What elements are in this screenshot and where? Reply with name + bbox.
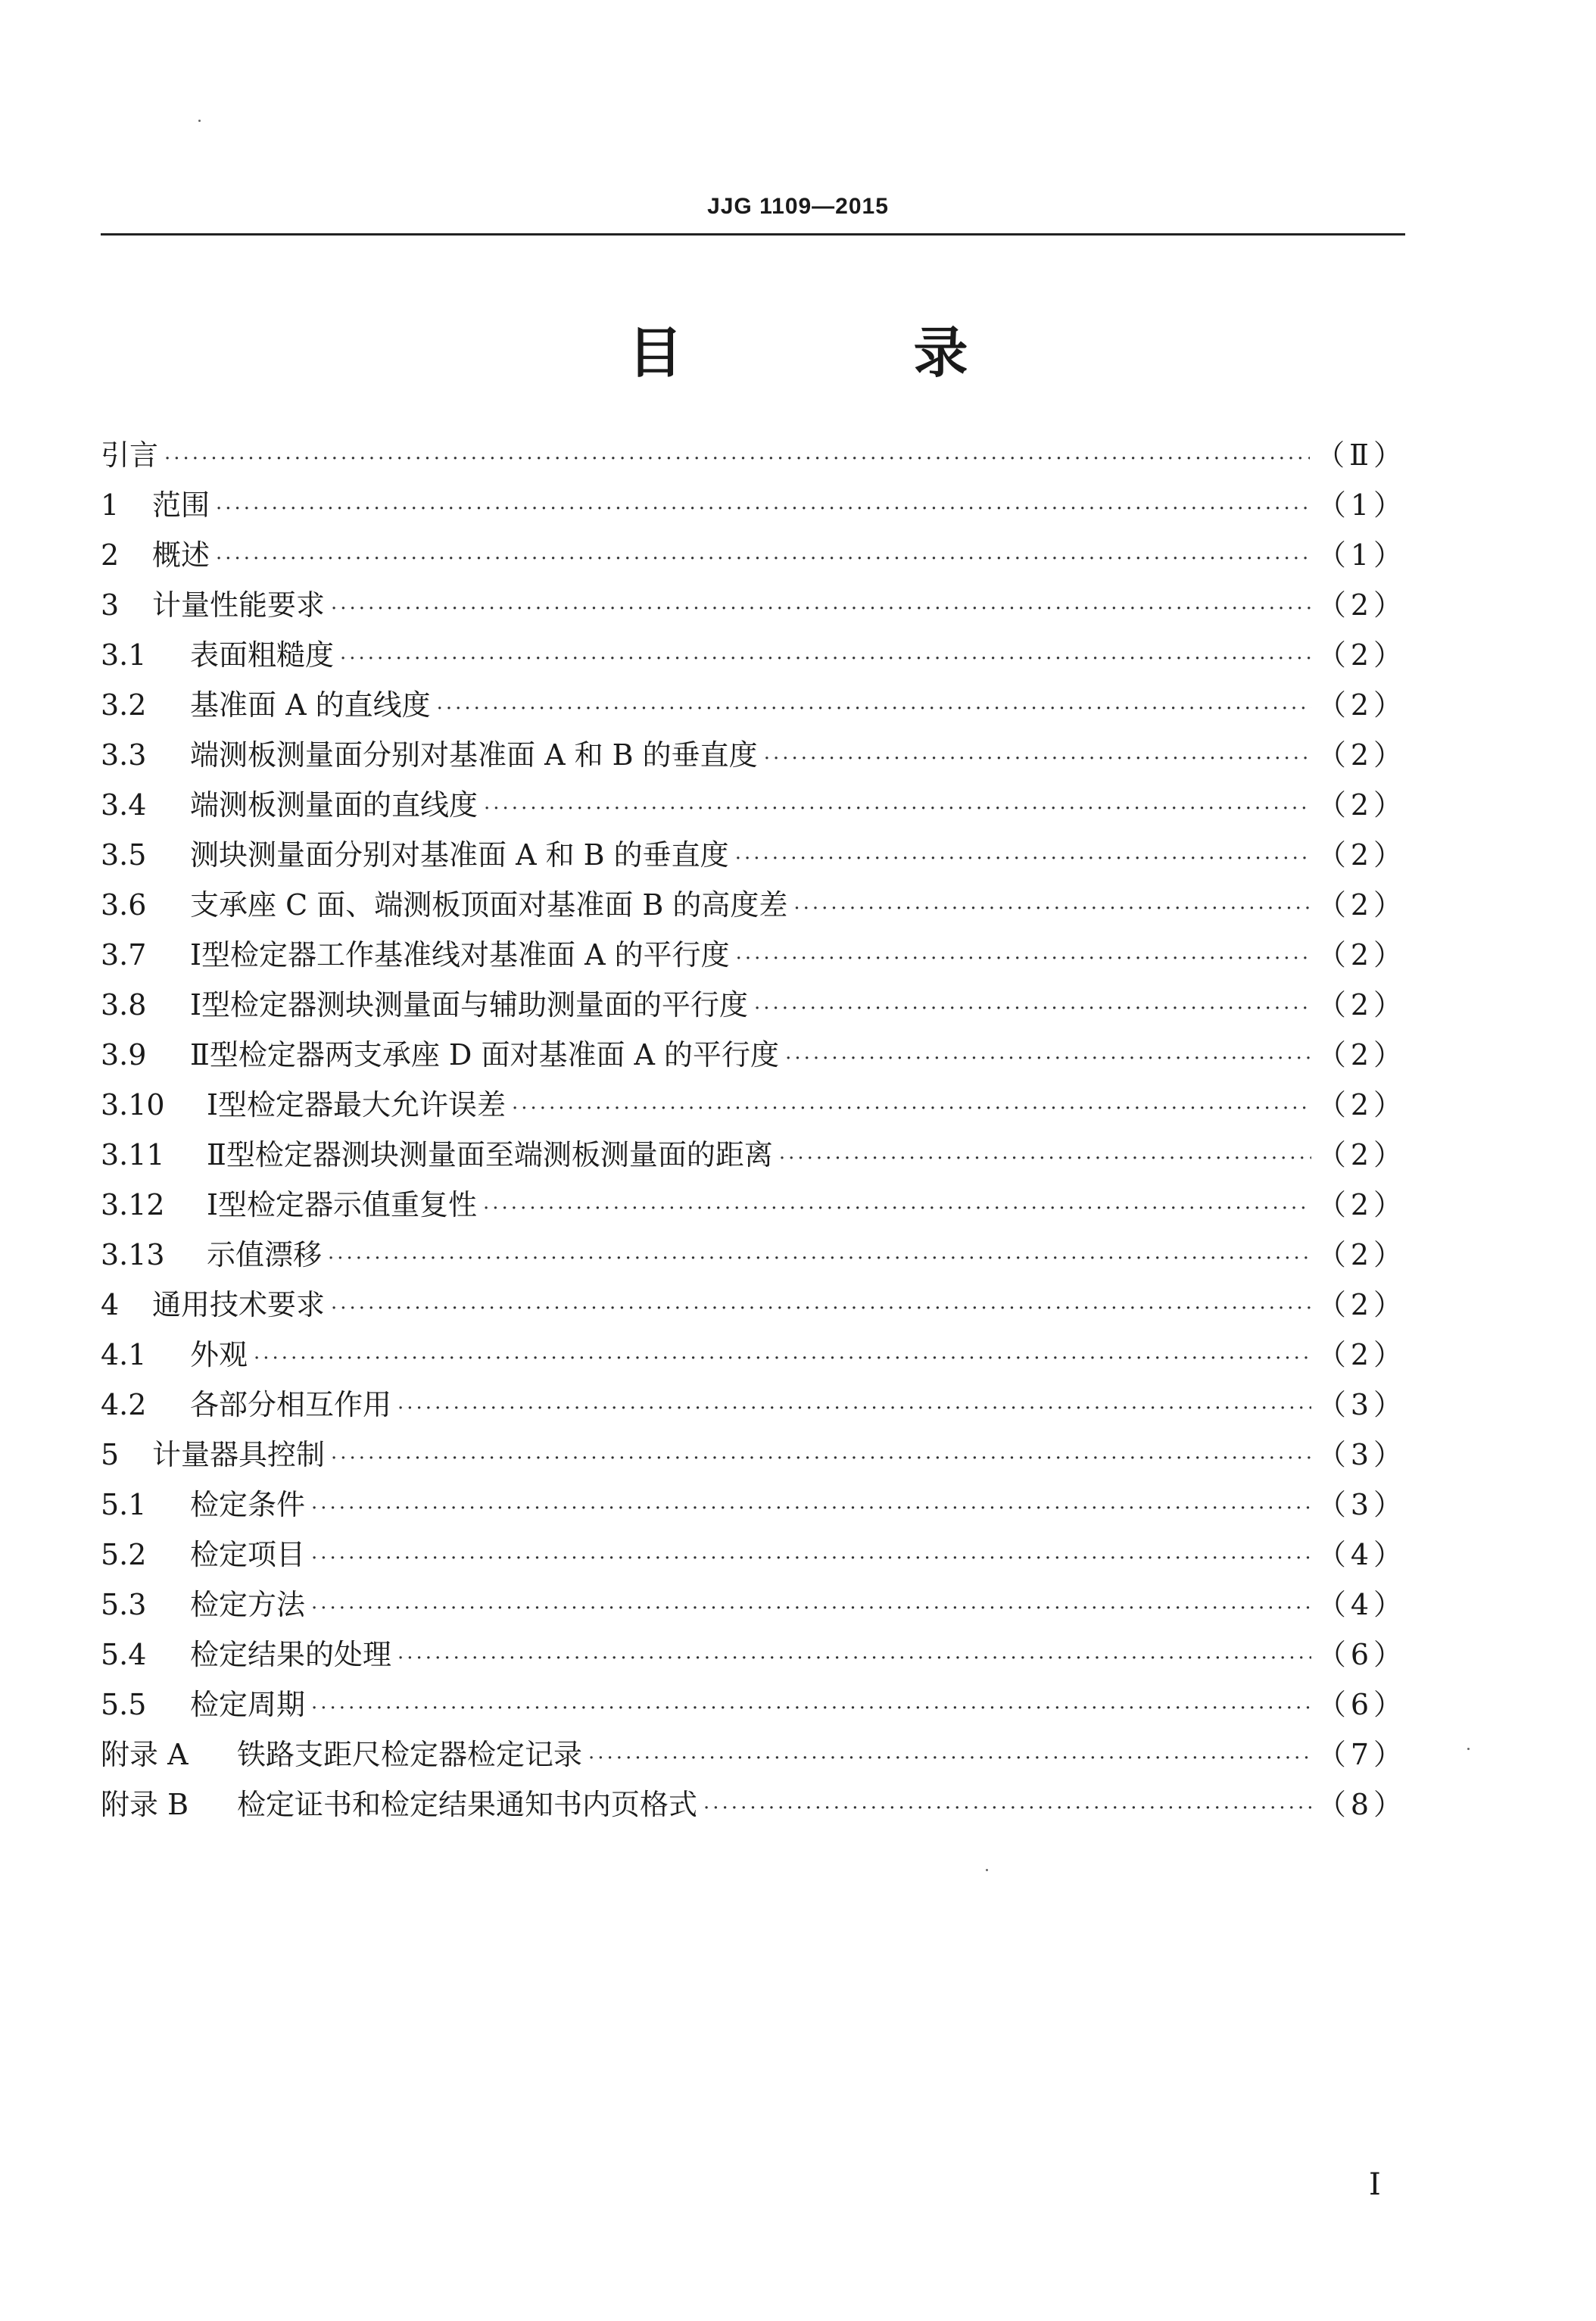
toc-entry-page: （2） [1317,1338,1407,1371]
toc-entry-page: （6） [1317,1688,1407,1721]
toc-entry-page: （2） [1317,1038,1407,1072]
toc-entry-label: 检定方法 [190,1588,306,1621]
toc-entry[interactable] [101,1080,1407,1130]
toc-entry-number: 3.7 [101,938,147,972]
toc-entry-number: 3.10 [101,1088,165,1122]
toc-entry[interactable] [101,980,1407,1030]
toc-entry-number: 1 [101,488,120,522]
toc-entry-number: 3.8 [101,988,147,1022]
toc-leader-dots [397,1633,1311,1683]
toc-leader-dots [328,1234,1311,1284]
toc-entry-label: 支承座 C 面、端测板顶面对基准面 B 的高度差 [190,888,788,922]
toc-entry-label: 通用技术要求 [152,1288,326,1321]
toc-entry-number: 3.3 [101,738,147,772]
toc-entry[interactable] [101,680,1407,730]
toc-entry[interactable] [101,1580,1407,1630]
toc-leader-dots [764,734,1311,784]
toc-leader-dots [735,834,1311,884]
page-number: Ⅰ [1369,2167,1381,2202]
toc-entry[interactable] [101,1180,1407,1230]
standard-code: JJG 1109—2015 [707,194,889,219]
toc-entry-number: 3.13 [101,1238,165,1271]
toc-entry[interactable] [101,430,1407,480]
toc-entry-page: （3） [1317,1438,1407,1471]
toc-entry[interactable] [101,1630,1407,1680]
toc-leader-dots [331,1433,1311,1483]
toc-entry-label: Ⅰ型检定器示值重复性 [207,1188,478,1221]
toc-leader-dots [311,1583,1311,1633]
toc-entry-label: Ⅰ型检定器工作基准线对基准面 A 的平行度 [190,938,730,972]
toc-leader-dots [785,1034,1311,1084]
toc-entry-page: （2） [1317,938,1407,972]
toc-entry-number: 5.2 [101,1538,147,1571]
toc-entry[interactable] [101,580,1407,630]
toc-entry-page: （1） [1317,538,1407,572]
toc-entry-number: 3.5 [101,838,147,872]
toc-leader-dots [779,1134,1311,1184]
toc-leader-dots [331,584,1311,634]
toc-entry-label: 各部分相互作用 [190,1388,392,1421]
toc-entry-page: （2） [1317,688,1407,722]
toc-entry-label: 概述 [152,538,210,572]
toc-leader-dots [703,1783,1311,1833]
toc-entry-number: 3.6 [101,888,147,922]
toc-leader-dots [311,1483,1311,1533]
toc-entry[interactable] [101,830,1407,880]
toc-leader-dots [216,534,1311,584]
toc-entry-page: （2） [1317,588,1407,622]
toc-entry-label: 计量性能要求 [152,588,326,622]
toc-entry[interactable] [101,1730,1407,1780]
toc-leader-dots [164,434,1310,484]
toc-entry[interactable] [101,1380,1407,1430]
toc-entry[interactable] [101,930,1407,980]
toc-leader-dots [437,684,1311,734]
toc-entry-page: （2） [1317,1238,1407,1271]
toc-leader-dots [397,1384,1311,1433]
toc-leader-dots [754,984,1311,1034]
toc-entry-page: （4） [1317,1588,1407,1621]
scan-speck [1467,1748,1470,1750]
toc-leader-dots [512,1084,1311,1134]
toc-entry-number: 5.3 [101,1588,147,1621]
toc-entry-label: 检定结果的处理 [190,1638,392,1671]
toc-entry-label: 计量器具控制 [152,1438,326,1471]
toc-entry[interactable] [101,480,1407,530]
toc-entry-number: 3.11 [101,1138,165,1171]
toc-entry[interactable] [101,1780,1407,1830]
toc-entry-page: （6） [1317,1638,1407,1671]
toc-entry[interactable] [101,1430,1407,1480]
toc-entry[interactable] [101,1530,1407,1580]
toc-leader-dots [340,634,1311,684]
scan-speck [986,1869,988,1871]
toc-entry-number: 附录 A [101,1738,189,1771]
toc-entry-label: 表面粗糙度 [190,638,335,672]
toc-entry-label: 外观 [190,1338,248,1371]
toc-entry-page: （2） [1317,1288,1407,1321]
toc-entry[interactable] [101,1280,1407,1330]
toc-entry-page: （Ⅱ） [1316,438,1407,472]
toc-entry[interactable] [101,630,1407,680]
toc-leader-dots [736,934,1311,984]
toc-entry-label: 引言 [101,438,159,472]
toc-entry-number: 3.2 [101,688,147,722]
toc-leader-dots [311,1683,1311,1733]
toc-entry-number: 附录 B [101,1788,189,1821]
toc-leader-dots [311,1533,1311,1583]
toc-leader-dots [216,484,1311,534]
toc-entry-label: Ⅱ型检定器测块测量面至端测板测量面的距离 [207,1138,773,1171]
toc-entry-page: （2） [1317,738,1407,772]
toc-entry-page: （8） [1317,1788,1407,1821]
toc-entry-label: 测块测量面分别对基准面 A 和 B 的垂直度 [190,838,729,872]
header-rule [101,233,1405,236]
toc-entry-label: 端测板测量面的直线度 [190,788,478,822]
toc-entry-label: 基准面 A 的直线度 [190,688,431,722]
toc-entry-label: Ⅰ型检定器最大允许误差 [207,1088,507,1122]
toc-entry[interactable] [101,1330,1407,1380]
toc-entry-label: 检定证书和检定结果通知书内页格式 [237,1788,698,1821]
toc-entry-label: 示值漂移 [207,1238,323,1271]
page-title: 目 录 [628,321,1074,385]
toc-leader-dots [793,884,1311,934]
toc-entry-page: （1） [1317,488,1407,522]
toc-entry[interactable] [101,730,1407,780]
toc-leader-dots [483,1184,1311,1234]
toc-entry-number: 2 [101,538,120,572]
scan-speck [198,120,201,122]
toc-entry-page: （7） [1317,1738,1407,1771]
toc-entry-number: 5.1 [101,1488,147,1521]
toc-entry-page: （4） [1317,1538,1407,1571]
toc-entry-label: 端测板测量面分别对基准面 A 和 B 的垂直度 [190,738,758,772]
toc-entry-label: Ⅰ型检定器测块测量面与辅助测量面的平行度 [190,988,749,1022]
toc-entry-label: 检定项目 [190,1538,306,1571]
toc-entry-page: （2） [1317,1188,1407,1221]
toc-entry[interactable] [101,1480,1407,1530]
toc-leader-dots [588,1733,1311,1783]
toc-entry-label: 铁路支距尺检定器检定记录 [237,1738,583,1771]
toc-entry-page: （2） [1317,1138,1407,1171]
toc-entry-number: 5.5 [101,1688,147,1721]
toc-entry-page: （2） [1317,888,1407,922]
toc-entry-number: 4.2 [101,1388,147,1421]
toc-entry-label: 检定条件 [190,1488,306,1521]
toc-entry[interactable] [101,1230,1407,1280]
toc-entry-number: 3.12 [101,1188,165,1221]
toc-leader-dots [484,784,1311,834]
toc-entry-page: （3） [1317,1488,1407,1521]
toc-entry[interactable] [101,530,1407,580]
toc-entry-number: 3.4 [101,788,147,822]
toc-entry-number: 3.1 [101,638,147,672]
toc-leader-dots [254,1334,1311,1384]
toc-entry-page: （2） [1317,838,1407,872]
toc-entry-page: （3） [1317,1388,1407,1421]
table-of-contents [101,430,1407,1830]
toc-entry-page: （2） [1317,988,1407,1022]
toc-entry[interactable] [101,1680,1407,1730]
toc-entry-number: 3.9 [101,1038,147,1072]
toc-entry-page: （2） [1317,788,1407,822]
toc-entry[interactable] [101,1030,1407,1080]
toc-entry-number: 4 [101,1288,120,1321]
toc-entry-number: 3 [101,588,120,622]
toc-entry-label: Ⅱ型检定器两支承座 D 面对基准面 A 的平行度 [190,1038,780,1072]
toc-entry-number: 4.1 [101,1338,147,1371]
toc-entry[interactable] [101,1130,1407,1180]
toc-entry-number: 5.4 [101,1638,147,1671]
toc-entry[interactable] [101,780,1407,830]
toc-entry-label: 检定周期 [190,1688,306,1721]
toc-leader-dots [331,1284,1311,1334]
toc-entry-number: 5 [101,1438,120,1471]
toc-entry-page: （2） [1317,1088,1407,1122]
toc-entry-page: （2） [1317,638,1407,672]
toc-entry-label: 范围 [152,488,210,522]
toc-entry[interactable] [101,880,1407,930]
